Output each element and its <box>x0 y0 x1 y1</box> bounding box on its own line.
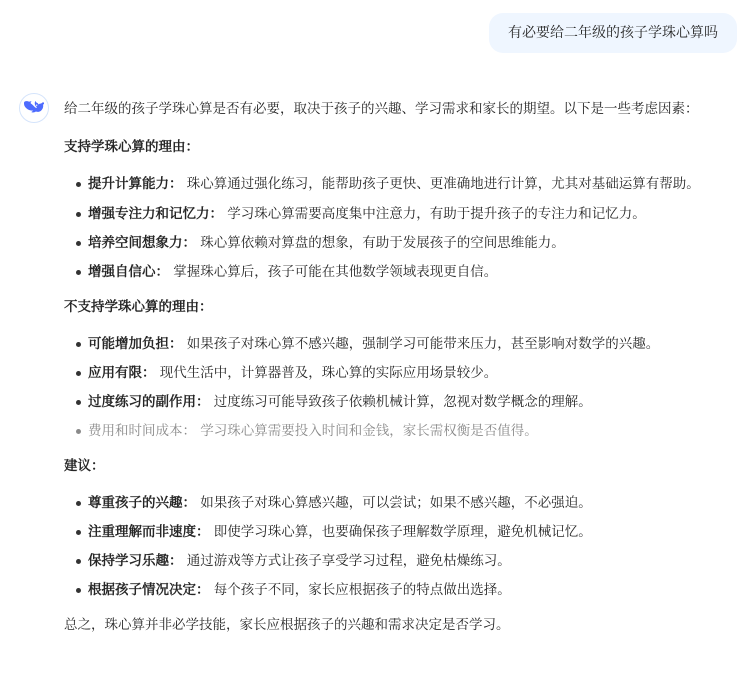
advice-list <box>64 492 744 601</box>
list-item: 注重理解而非速度： 即使学习珠心算，也要确保孩子理解数学原理，避免机械记忆。 <box>64 521 744 543</box>
answer-summary: 总之，珠心算并非必学技能，家长应根据孩子的兴趣和需求决定是否学习。 <box>64 617 510 633</box>
section-heading-cons: 不支持学珠心算的理由： <box>64 299 213 315</box>
user-message-text: 有必要给二年级的孩子学珠心算吗 <box>508 25 718 41</box>
list-item: 增强自信心： 掌握珠心算后，孩子可能在其他数学领域表现更自信。 <box>64 261 744 283</box>
list-item: 过度练习的副作用： 过度练习可能导致孩子依赖机械计算，忽视对数学概念的理解。 <box>64 391 744 413</box>
section-heading-advice: 建议： <box>64 458 105 474</box>
list-item: 尊重孩子的兴趣： 如果孩子对珠心算感兴趣，可以尝试；如果不感兴趣，不必强迫。 <box>64 492 744 514</box>
user-message-bubble <box>489 13 737 53</box>
section-heading-pros: 支持学珠心算的理由： <box>64 139 199 155</box>
list-item: 提升计算能力： 珠心算通过强化练习，能帮助孩子更快、更准确地进行计算，尤其对基础运算有帮助。 <box>64 173 728 195</box>
list-item: 增强专注力和记忆力： 学习珠心算需要高度集中注意力，有助于提升孩子的专注力和记忆力。 <box>64 203 744 225</box>
list-item: 保持学习乐趣： 通过游戏等方式让孩子享受学习过程，避免枯燥练习。 <box>64 550 744 572</box>
list-item: 费用和时间成本： 学习珠心算需要投入时间和金钱，家长需权衡是否值得。 <box>64 420 744 442</box>
pros-list <box>64 173 744 283</box>
cons-list <box>64 333 744 442</box>
assistant-answer <box>64 98 744 636</box>
list-item: 可能增加负担： 如果孩子对珠心算不感兴趣，强制学习可能带来压力，甚至影响对数学的兴趣。 <box>64 333 744 355</box>
deepseek-whale-icon <box>24 100 44 116</box>
list-item: 应用有限： 现代生活中，计算器普及，珠心算的实际应用场景较少。 <box>64 362 744 384</box>
answer-intro: 给二年级的孩子学珠心算是否有必要，取决于孩子的兴趣、学习需求和家长的期望。以下是一些考虑因素： <box>64 101 699 117</box>
assistant-avatar <box>19 93 49 123</box>
list-item: 根据孩子情况决定： 每个孩子不同，家长应根据孩子的特点做出选择。 <box>64 579 744 601</box>
list-item: 培养空间想象力： 珠心算依赖对算盘的想象，有助于发展孩子的空间思维能力。 <box>64 232 744 254</box>
